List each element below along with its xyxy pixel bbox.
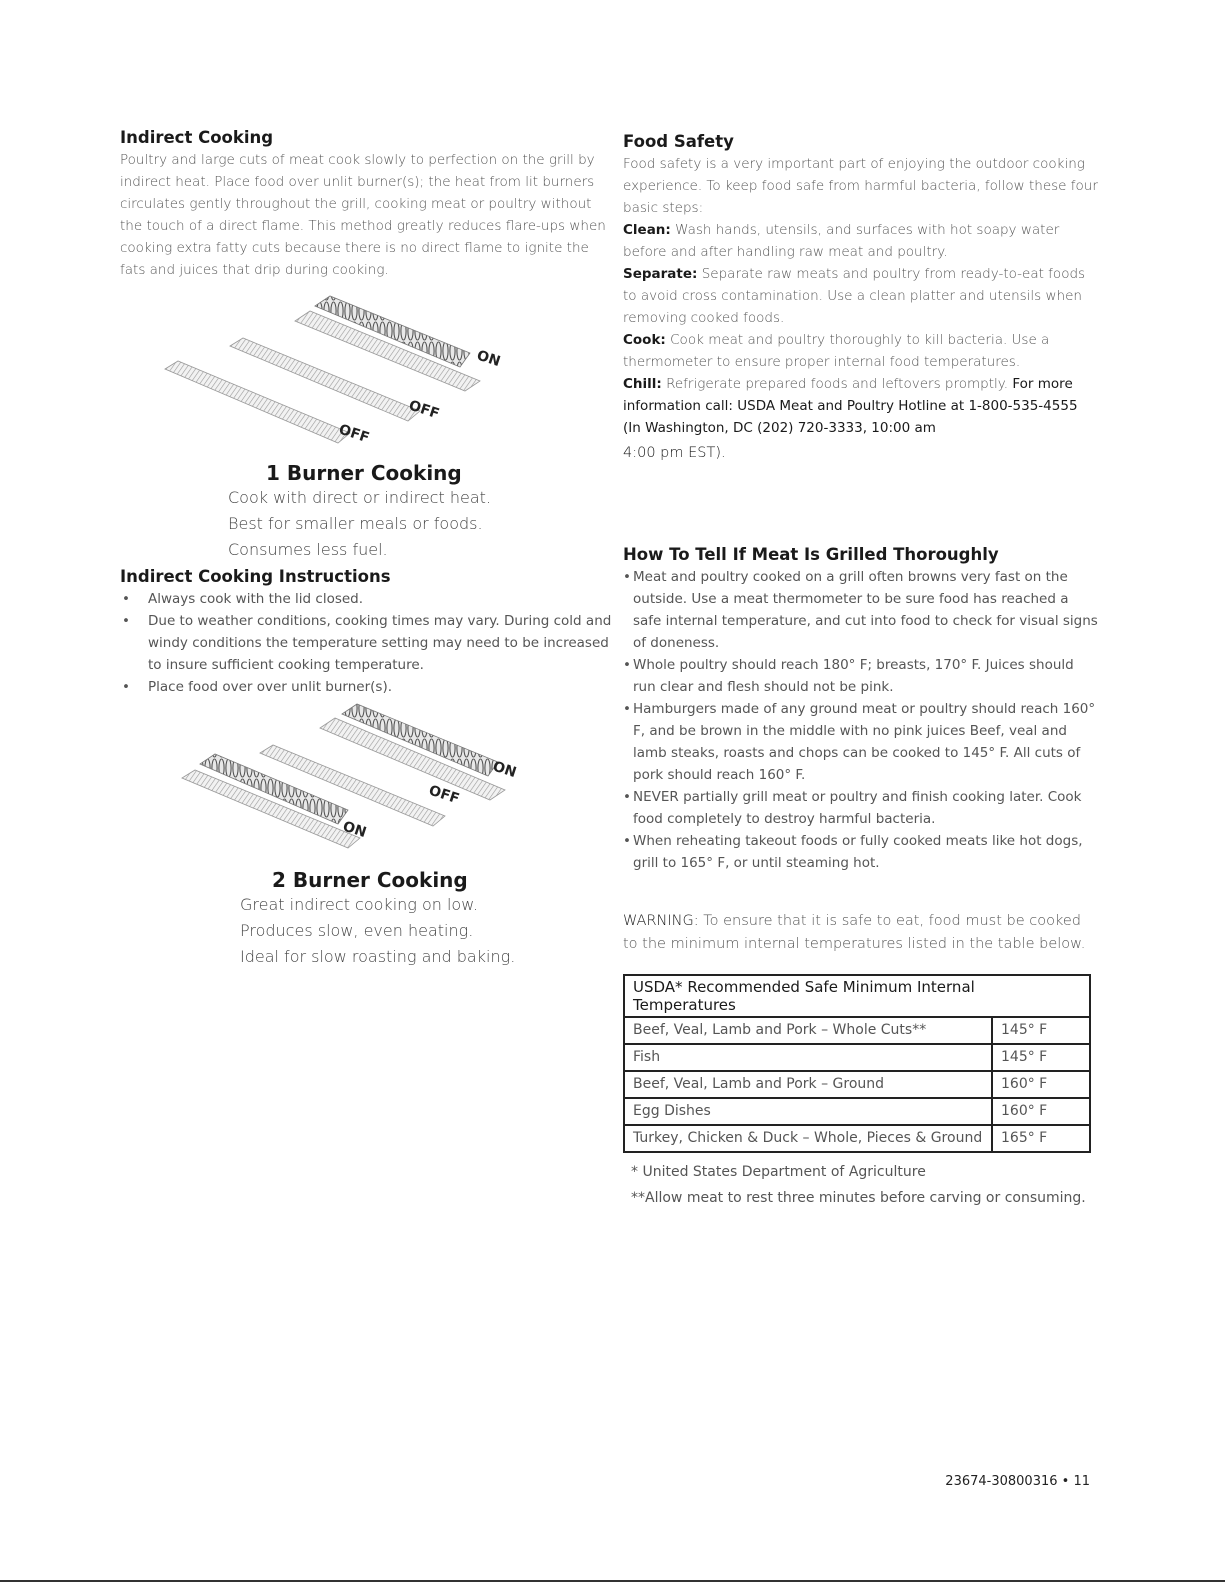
step-text: Wash hands, utensils, and surfaces with hot soapy water before and after handling raw meat and poultry.: [623, 222, 1060, 260]
two-burner-title: 2 Burner Cooking: [272, 868, 468, 892]
burner-label-off: OFF: [336, 421, 372, 447]
left-column: [120, 128, 615, 970]
list-item: • NEVER partially grill meat or poultry and finish cooking later. Cook food completely to destroy harmful bacteria.: [633, 786, 1098, 830]
indirect-cooking-paragraph: Poultry and large cuts of meat cook slowly to perfection on the grill by indirect heat. Place food over unlit burner(s); the heat from lit burners circulates gently throughout the grill, cooking meat or poultry without the touch of a direct flame. This method greatly reduces flare-ups when cooking extra fatty cuts because there is no direct flame to ignite the fats and juices that drip during cooking.: [120, 152, 606, 278]
step-text: Separate raw meats and poultry from ready-to-eat foods to avoid cross contamination. Use a clean platter and utensils when removing cooked foods.: [623, 266, 1086, 326]
temp-cell: 160° F: [992, 1071, 1090, 1098]
safety-step-cook: [623, 329, 1098, 373]
warning-text: To ensure that it is safe to eat, food must be cooked to the minimum internal temperatures listed in the table below.: [623, 913, 1086, 952]
temp-cell: 145° F: [992, 1017, 1090, 1044]
burner-label-on: ON: [490, 758, 519, 782]
food-safety-intro: Food safety is a very important part of enjoying the outdoor cooking experience. To keep food safe from harmful bacteria, follow these four basic steps:: [623, 156, 1098, 216]
caption-line: Cook with direct or indirect heat.: [228, 488, 491, 507]
burner-tube-3-on: [182, 754, 360, 848]
indirect-cooking-heading: Indirect Cooking: [120, 128, 274, 147]
safety-step-chill: [623, 373, 1098, 439]
food-cell: Beef, Veal, Lamb and Pork – Whole Cuts**: [624, 1017, 992, 1044]
temp-cell: 165° F: [992, 1125, 1090, 1152]
burner-label-off: OFF: [406, 397, 442, 423]
right-column: [623, 132, 1098, 1211]
step-label: Cook:: [623, 332, 666, 348]
caption-line: Best for smaller meals or foods.: [228, 514, 483, 533]
food-cell: Fish: [624, 1044, 992, 1071]
instructions-heading: Indirect Cooking Instructions: [120, 567, 391, 586]
table-row: [624, 1017, 1090, 1044]
caption-line: Ideal for slow roasting and baking.: [240, 947, 516, 966]
list-item: • Meat and poultry cooked on a grill often browns very fast on the outside. Use a meat thermometer to be sure food has reached a safe internal temperature, and cut into food to check for visual signs of doneness.: [633, 566, 1098, 654]
burner-label-off: OFF: [426, 782, 462, 808]
page-footer: 23674-30800316 • 11: [945, 1474, 1090, 1489]
warning-label: WARNING:: [623, 913, 699, 929]
food-cell: Egg Dishes: [624, 1098, 992, 1125]
safety-step-separate: [623, 263, 1098, 329]
list-item: • When reheating takeout foods or fully cooked meats like hot dogs, grill to 165° F, or until steaming hot.: [633, 830, 1098, 874]
grilled-heading: How To Tell If Meat Is Grilled Thoroughly: [623, 545, 999, 564]
list-item: • Place food over over unlit burner(s).: [148, 676, 615, 698]
food-cell: Beef, Veal, Lamb and Pork – Ground: [624, 1071, 992, 1098]
hotline-tail: 4:00 pm EST).: [623, 445, 726, 461]
list-item: • Whole poultry should reach 180° F; breasts, 170° F. Juices should run clear and flesh should not be pink.: [633, 654, 1098, 698]
hotline-info: For more information call: USDA Meat and Poultry Hotline at 1-800-535-4555 (In Washington, DC (202) 720-3333, 10:00 am: [623, 376, 1078, 436]
temp-cell: 160° F: [992, 1098, 1090, 1125]
list-item: • Hamburgers made of any ground meat or poultry should reach 160° F, and be brown in the middle with no pink juices Beef, veal and lamb steaks, roasts and chops can be cooked to 145° F. All cuts of pork should reach 160° F.: [633, 698, 1098, 786]
temperature-table: [623, 974, 1091, 1153]
one-burner-diagram: [120, 281, 615, 461]
step-label: Chill:: [623, 376, 662, 392]
step-text: Cook meat and poultry thoroughly to kill bacteria. Use a thermometer to ensure proper internal food temperatures.: [623, 332, 1050, 370]
food-cell: Turkey, Chicken & Duck – Whole, Pieces & Ground: [624, 1125, 992, 1152]
caption-line: Consumes less fuel.: [228, 540, 388, 559]
one-burner-title: 1 Burner Cooking: [266, 461, 462, 485]
bottom-rule: [0, 1580, 1225, 1582]
warning-paragraph: [623, 910, 1098, 956]
safety-step-clean: [623, 219, 1098, 263]
two-burner-diagram: [120, 698, 615, 868]
list-item: • Always cook with the lid closed.: [148, 588, 615, 610]
table-row: [624, 1098, 1090, 1125]
instructions-list: [120, 588, 615, 698]
temp-cell: 145° F: [992, 1044, 1090, 1071]
food-safety-heading: Food Safety: [623, 132, 734, 151]
table-row: [624, 1125, 1090, 1152]
footnote-usda: * United States Department of Agriculture: [631, 1164, 926, 1180]
table-row: [624, 1044, 1090, 1071]
burner-label-on: ON: [474, 347, 503, 371]
two-burner-caption: [120, 868, 615, 970]
one-burner-caption: [120, 461, 615, 563]
step-text: Refrigerate prepared foods and leftovers promptly.: [661, 376, 1013, 392]
burner-label-on: ON: [340, 818, 369, 842]
footnote-rest: **Allow meat to rest three minutes before carving or consuming.: [631, 1190, 1086, 1206]
table-row: [624, 1071, 1090, 1098]
caption-line: Produces slow, even heating.: [240, 921, 474, 940]
caption-line: Great indirect cooking on low.: [240, 895, 478, 914]
step-label: Clean:: [623, 222, 671, 238]
grilled-points-list: [623, 566, 1098, 874]
table-header: USDA* Recommended Safe Minimum Internal Temperatures: [624, 975, 1090, 1017]
step-label: Separate:: [623, 266, 698, 282]
list-item: • Due to weather conditions, cooking times may vary. During cold and windy conditions the temperature setting may need to be increased to insure sufficient cooking temperature.: [148, 610, 615, 676]
